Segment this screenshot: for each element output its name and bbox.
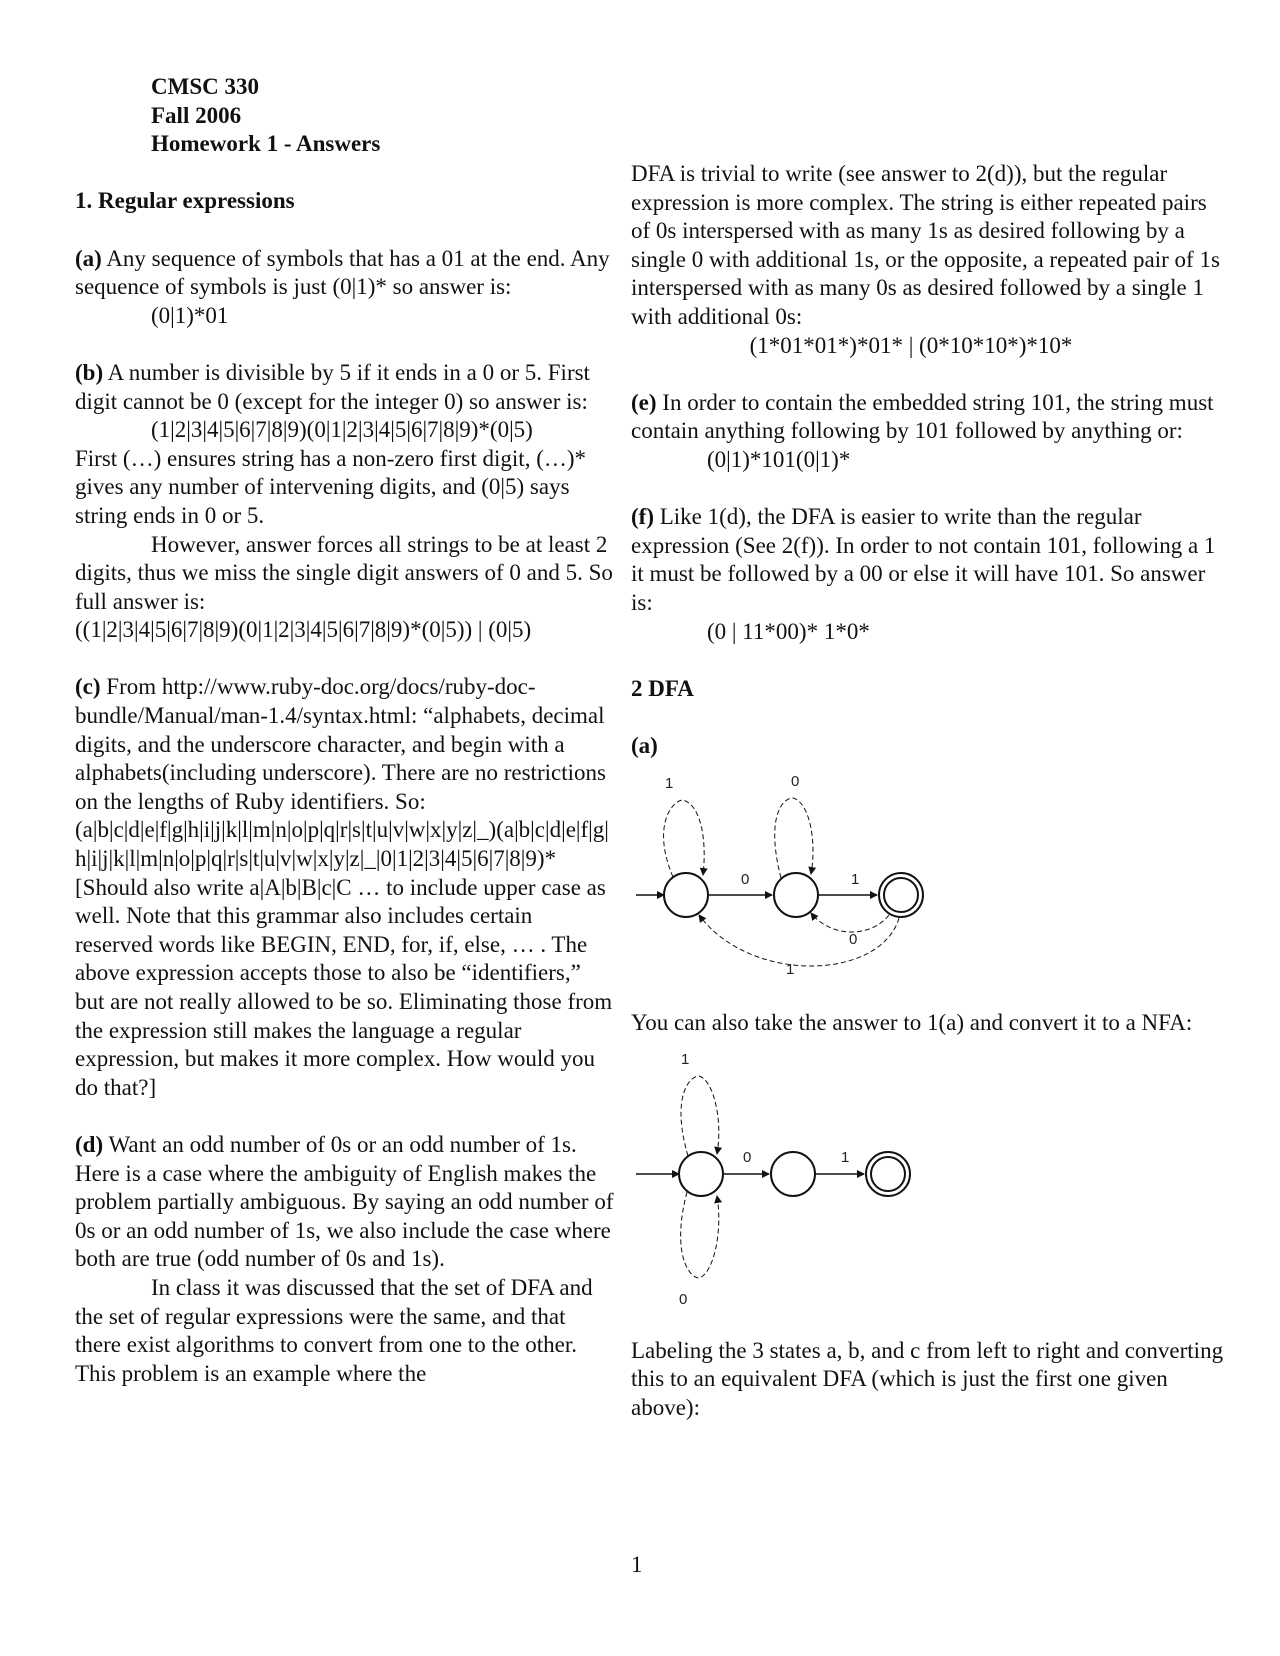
dfa-label-1-2: 0 xyxy=(741,871,750,889)
answer-1e-expr: (0|1)*101(0|1)* xyxy=(707,446,851,472)
dfa-state-accept-outer xyxy=(879,873,923,917)
doc-header xyxy=(75,73,615,159)
answer-1e-text: In order to contain the embedded string 101, the string must contain anything following by 101 followed by anything or: xyxy=(631,389,1214,444)
course-title: CMSC 330 xyxy=(151,74,259,99)
nfa-state-1 xyxy=(679,1152,723,1196)
section2a-label: (a) xyxy=(631,732,658,758)
dfa-state-2 xyxy=(774,873,818,917)
dfa-diagram xyxy=(631,760,971,995)
answer-1c xyxy=(75,673,615,816)
term-title: Fall 2006 xyxy=(151,102,242,128)
dfa-state-accept-inner xyxy=(884,878,918,912)
dfa-loop-1 xyxy=(664,800,705,877)
dfa-label-2-accept: 1 xyxy=(851,871,860,889)
dfa-state-1 xyxy=(664,873,708,917)
answer-1b-expr: (1|2|3|4|5|6|7|8|9)(0|1|2|3|4|5|6|7|8|9)*(0|5) xyxy=(151,417,533,443)
answer-1b-label: (b) xyxy=(75,359,104,385)
nfa-label-loop-bottom: 0 xyxy=(679,1291,688,1309)
answer-1e-label: (e) xyxy=(631,389,657,415)
answer-1a-expr: (0|1)*01 xyxy=(151,302,229,328)
answer-1d-label: (d) xyxy=(75,1131,104,1157)
nfa-state-accept-inner xyxy=(871,1157,905,1191)
page-number: 1 xyxy=(631,1552,643,1577)
answer-1f xyxy=(631,503,1231,617)
nfa-loop-top xyxy=(681,1076,719,1156)
answer-1b-however: However, answer forces all strings to be at least 2 digits, thus we miss the single digit answers of 0 and 5. So full answer is: xyxy=(75,531,613,614)
answer-1b-explain: First (…) ensures string has a non-zero first digit, (…)* gives any number of intervening digits, and (0|5) says string ends in 0 or 5. xyxy=(75,445,587,528)
dfa-edge-accept-2 xyxy=(811,913,889,932)
dfa-label-accept-2: 0 xyxy=(849,931,858,949)
answer-1a xyxy=(75,245,615,302)
nfa-label-2-accept: 1 xyxy=(841,1149,850,1167)
homework-title: Homework 1 - Answers xyxy=(151,131,381,157)
answer-1f-text: Like 1(d), the DFA is easier to write than the regular expression (See 2(f)). In order to not contain 101, following a 1 it must be followed by a 00 or else it will have 101. So answer is: xyxy=(631,504,1216,615)
answer-1d-expr: (1*01*01*)*01* | (0*10*10*)*10* xyxy=(749,332,1073,358)
nfa-state-2 xyxy=(771,1152,815,1196)
answer-1b-full-expr: ((1|2|3|4|5|6|7|8|9)(0|1|2|3|4|5|6|7|8|9)*(0|5)) | (0|5) xyxy=(75,617,532,643)
dfa-label-loop-1: 1 xyxy=(665,775,674,793)
answer-1b xyxy=(75,359,615,416)
left-column xyxy=(75,73,615,1388)
answer-1e xyxy=(631,389,1231,446)
answer-1a-label: (a) xyxy=(75,245,102,271)
section2-heading: 2 DFA xyxy=(631,675,694,701)
answer-1c-note: [Should also write a|A|b|B|c|C … to include upper case as well. Note that this grammar also includes certain reserved words like BEGIN, END, for, if, else, … . The above expression accepts those to also be “identifiers,” but are not really allowed to be so. Eliminating those from the expression still makes the language a regular expression, but makes it more complex. How would you do that?] xyxy=(75,874,613,1100)
dfa-loop-2 xyxy=(775,798,813,878)
dfa-label-accept-1: 1 xyxy=(786,961,795,979)
nfa-intro: You can also take the answer to 1(a) and convert it to a NFA: xyxy=(631,1010,1193,1036)
answer-1a-text: Any sequence of symbols that has a 01 at the end. Any sequence of symbols is just (0|1)* so answer is: xyxy=(75,245,610,300)
section1-heading: 1. Regular expressions xyxy=(75,188,295,214)
answer-1c-label: (c) xyxy=(75,674,101,700)
answer-1c-text: From http://www.ruby-doc.org/docs/ruby-doc-bundle/Manual/man-1.4/syntax.html: “alphabets, decimal digits, and the underscore character, and begin with a alphabets(including underscore). There are no restrictions on the lengths of Ruby identifiers. So: xyxy=(75,674,606,814)
nfa-state-accept-outer xyxy=(866,1152,910,1196)
labeling-text: Labeling the 3 states a, b, and c from left to right and converting this to an equivalent DFA (which is just the first one given above): xyxy=(631,1337,1224,1420)
answer-1f-label: (f) xyxy=(631,504,654,530)
answer-1d-continued: DFA is trivial to write (see answer to 2(d)), but the regular expression is more complex. The string is either repeated pairs of 0s interspersed with as many 1s as desired following by a single 0 with additional 1s, or the opposite, a repeated pair of 1s interspersed with as many 0s as desired followed by a single 1 with additional 0s: xyxy=(631,161,1220,329)
answer-1d-class-text: In class it was discussed that the set of DFA and the set of regular expressions were the same, and that there exist algorithms to convert from one to the other. This problem is an example where the xyxy=(75,1274,593,1386)
dfa-label-loop-2: 0 xyxy=(791,773,800,791)
nfa-label-loop-top: 1 xyxy=(681,1051,690,1069)
nfa-label-1-2: 0 xyxy=(743,1149,752,1167)
dfa-edge-accept-1 xyxy=(699,915,899,966)
right-column xyxy=(631,160,1231,1422)
nfa-loop-bottom xyxy=(681,1192,719,1278)
answer-1c-expr: (a|b|c|d|e|f|g|h|i|j|k|l|m|n|o|p|q|r|s|t|u|v|w|x|y|z|_)(a|b|c|d|e|f|g|h|i|j|k|l|m|n|o|p|q|r|s|t|u|v|w|x|y|z|_|0|1|2|3|4|5|6|7|8|9)* xyxy=(75,817,609,872)
answer-1d-text: Want an odd number of 0s or an odd number of 1s. Here is a case where the ambiguity of English makes the problem partially ambiguous. By saying an odd number of 0s or an odd number of 1s, we also include the case where both are true (odd number of 0s and 1s). xyxy=(75,1131,614,1272)
answer-1b-text: A number is divisible by 5 if it ends in a 0 or 5. First digit cannot be 0 (except for the integer 0) so answer is: xyxy=(75,359,590,414)
answer-1f-expr: (0 | 11*00)* 1*0* xyxy=(707,618,870,644)
nfa-diagram xyxy=(631,1038,971,1308)
answer-1d xyxy=(75,1131,615,1274)
